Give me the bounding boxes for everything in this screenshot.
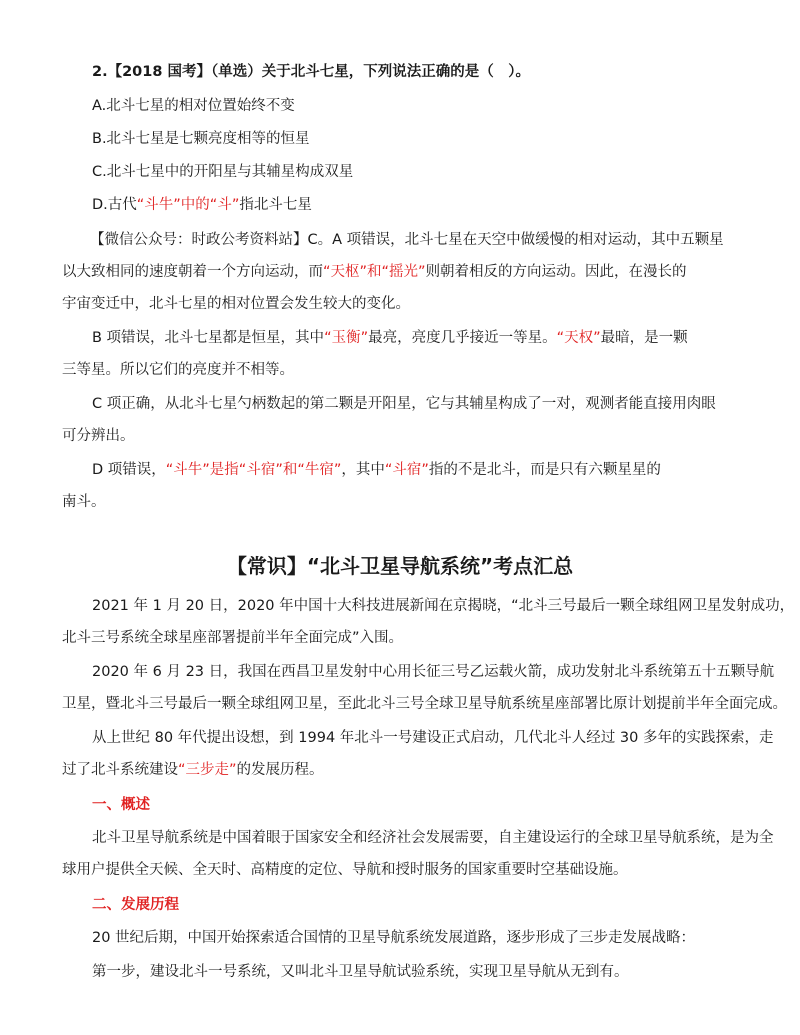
para1-line-2: 北斗三号系统全球星座部署提前半年全面完成”入围。 <box>62 630 404 646</box>
answer-highlight: “玉衡” <box>324 330 369 346</box>
answer-b-line-1 <box>92 326 782 350</box>
answer-c-line-2: 可分辨出。 <box>62 428 135 444</box>
answer-text: 以大致相同的速度朝着一个方向运动，而 <box>62 264 323 280</box>
answer-text: 指的不是北斗，而是只有六颗星星的 <box>428 462 661 478</box>
answer-b-line-2: 三等星。所以它们的亮度并不相等。 <box>62 362 294 378</box>
answer-line-3: 宇宙变迁中，北斗七星的相对位置会发生较大的变化。 <box>62 296 410 312</box>
question-title: 2.【2018 国考】（单选）关于北斗七星，下列说法正确的是（ ）。 <box>92 64 530 80</box>
option-d-suffix: 指北斗七星 <box>239 197 312 213</box>
para-text: 的发展历程。 <box>236 762 324 778</box>
subheading-overview: 一、概述 <box>92 797 150 813</box>
overview-line-2: 球用户提供全天候、全天时、高精度的定位、导航和授时服务的国家重要时空基础设施。 <box>62 862 628 878</box>
answer-highlight: “斗宿” <box>384 462 429 478</box>
option-c: C.北斗七星中的开阳星与其辅星构成双星 <box>92 164 354 180</box>
option-d <box>92 193 782 217</box>
answer-text: 最暗，是一颗 <box>600 330 688 346</box>
para-text: 过了北斗系统建设 <box>62 762 178 778</box>
answer-text: ，其中 <box>341 462 385 478</box>
overview-line-1: 北斗卫星导航系统是中国着眼于国家安全和经济社会发展需要，自主建设运行的全球卫星导航系统，是为全 <box>92 830 774 846</box>
subheading-development: 二、发展历程 <box>92 897 179 913</box>
answer-highlight: “斗牛”是指“斗宿”和“牛宿” <box>165 462 342 478</box>
answer-highlight: “天权” <box>556 330 601 346</box>
para1-line-1: 2021 年 1 月 20 日，2020 年中国十大科技进展新闻在京揭晓，“北斗三号最后一颗全球组网卫星发射成功， <box>92 598 795 614</box>
option-b: B.北斗七星是七颗亮度相等的恒星 <box>92 131 310 147</box>
section-title: 【常识】“北斗卫星导航系统”考点汇总 <box>226 554 574 578</box>
answer-text: 最亮，亮度几乎接近一等星。 <box>368 330 557 346</box>
development-line-2: 第一步，建设北斗一号系统，又叫北斗卫星导航试验系统，实现卫星导航从无到有。 <box>92 964 629 980</box>
answer-d-line-1 <box>92 458 782 482</box>
answer-c-line-1: C 项正确，从北斗七星勺柄数起的第二颗是开阳星，它与其辅星构成了一对，观测者能直接用肉眼 <box>92 396 716 412</box>
development-line-1: 20 世纪后期，中国开始探索适合国情的卫星导航系统发展道路，逐步形成了三步走发展战略： <box>92 930 696 946</box>
option-d-highlight: “斗牛”中的“斗” <box>136 197 240 213</box>
answer-line-1: 【微信公众号：时政公考资料站】C。A 项错误，北斗七星在天空中做缓慢的相对运动，其中五颗星 <box>90 232 724 248</box>
para3-line-1: 从上世纪 80 年代提出设想，到 1994 年北斗一号建设正式启动，几代北斗人经过 30 多年的实践探索，走 <box>92 730 774 746</box>
para2-line-2: 卫星，暨北斗三号最后一颗全球组网卫星，至此北斗三号全球卫星导航系统星座部署比原计划提前半年全面完成。 <box>62 696 787 712</box>
answer-highlight: “天枢”和“摇光” <box>323 264 426 280</box>
para-highlight: “三步走” <box>178 762 237 778</box>
para3-line-2 <box>62 758 752 782</box>
answer-text: 则朝着相反的方向运动。因此，在漫长的 <box>425 264 687 280</box>
answer-text: D 项错误， <box>92 462 166 478</box>
answer-d-line-2: 南斗。 <box>62 494 106 510</box>
answer-line-2 <box>62 260 752 284</box>
answer-text: B 项错误，北斗七星都是恒星，其中 <box>92 330 325 346</box>
option-a: A.北斗七星的相对位置始终不变 <box>92 98 295 114</box>
para2-line-1: 2020 年 6 月 23 日，我国在西昌卫星发射中心用长征三号乙运载火箭，成功发射北斗系统第五十五颗导航 <box>92 664 775 680</box>
option-d-prefix: D.古代 <box>92 197 137 213</box>
